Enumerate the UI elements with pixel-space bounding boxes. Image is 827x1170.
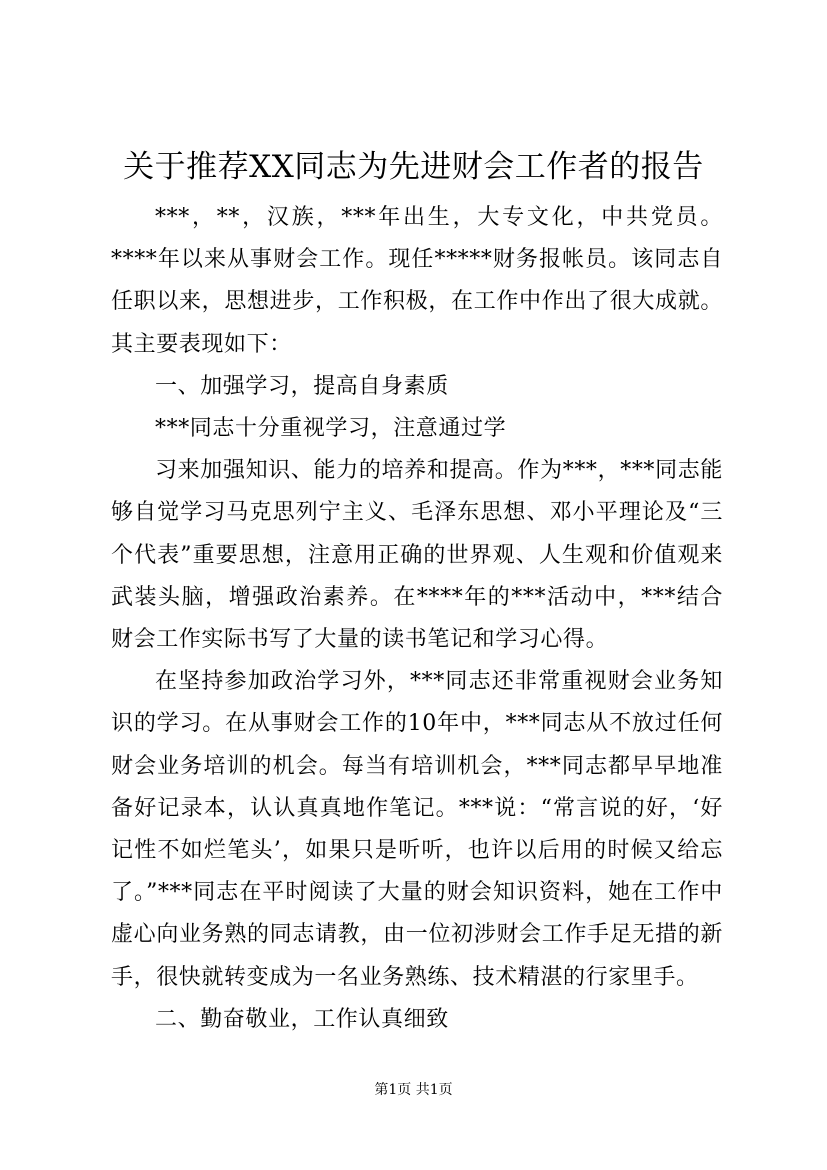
- paragraph-study-lead: ***同志十分重视学习，注意通过学: [155, 416, 507, 442]
- page-footer: 第1页 共1页: [374, 1082, 453, 1098]
- paragraph-intro: ***，**，汉族，***年出生，大专文化，中共党员。****年以来从事财会工作。现任*****财务报帐员。该同志自任职以来，思想进步，工作积极，在工作中作出了很大成就。其主要表现如下：: [111, 205, 723, 357]
- paragraph-business-study: 在坚持参加政治学习外，***同志还非常重视财会业务知识的学习。在从事财会工作的10年中，***同志从不放过任何财会业务培训的机会。每当有培训机会，***同志都早早地准备好记录本，认认真真地作笔记。***说：“常言说的好，‘好记性不如烂笔头’，如果只是听听，也许以后用的时候又给忘了。”***同志在平时阅读了大量的财会知识资料，她在工作中虚心向业务熟的同志请教，由一位初涉财会工作手足无措的新手，很快就转变成为一名业务熟练、技术精湛的行家里手。: [111, 669, 723, 990]
- document-body: [111, 197, 723, 1041]
- paragraph-study-detail: 习来加强知识、能力的培养和提高。作为***，***同志能够自觉学习马克思列宁主义、毛泽东思想、邓小平理论及“三个代表”重要思想，注意用正确的世界观、人生观和价值观来武装头脑，增强政治素养。在****年的***活动中，***结合财会工作实际书写了大量的读书笔记和学习心得。: [111, 458, 723, 653]
- section-heading-1: 一、加强学习，提高自身素质: [155, 373, 449, 399]
- document-title: 关于推荐XX同志为先进财会工作者的报告: [123, 149, 704, 185]
- section-heading-2: 二、勤奋敬业，工作认真细致: [155, 1006, 449, 1032]
